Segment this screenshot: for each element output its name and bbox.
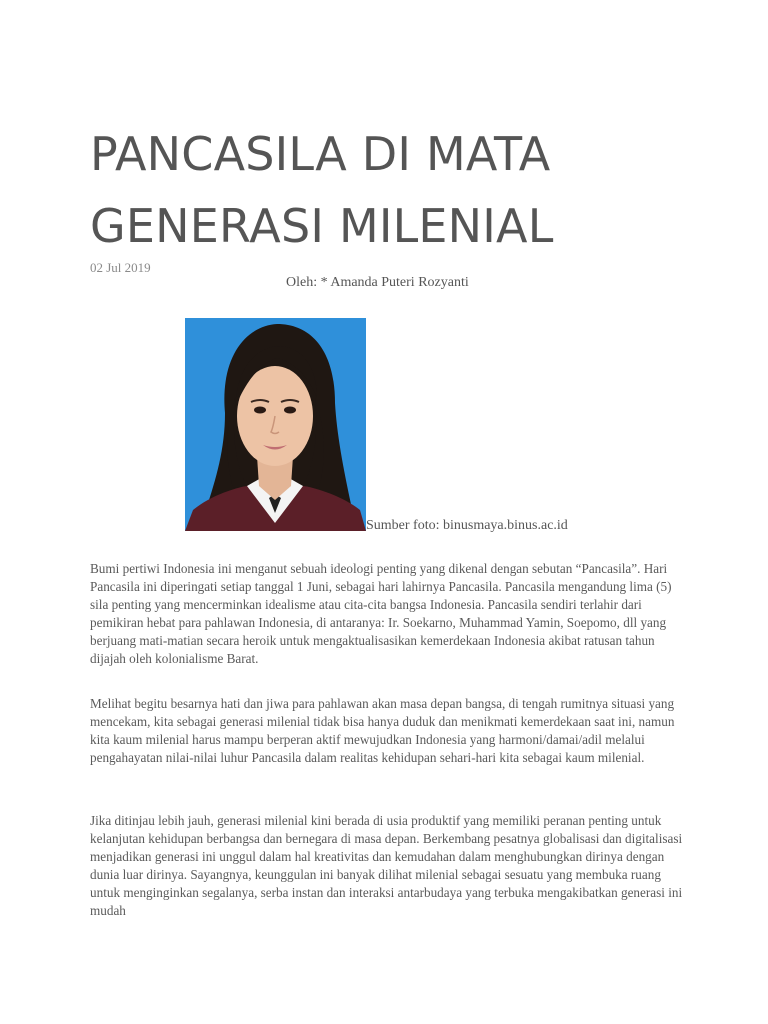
article-paragraph: Jika ditinjau lebih jauh, generasi milenial kini berada di usia produktif yang memiliki peranan penting untuk kelanjutan kehidupan berbangsa dan bernegara di masa depan. Berkembang pesatnya globalisasi dan digitalisasi menjadikan generasi ini unggul dalam hal kreativitas dan kemudahan dalam menghubungkan dirinya dengan dunia luar dirinya. Sayangnya, keunggulan ini banyak dilihat milenial sebagai sesuatu yang membuka ruang untuk menginginkan segalanya, serba instan dan interaksi antarbudaya yang terbuka mengakibatkan generasi ini mudah	[90, 813, 683, 918]
article-byline: Oleh: * Amanda Puteri Rozyanti	[286, 275, 469, 290]
photo-caption: Sumber foto: binusmaya.binus.ac.id	[366, 518, 568, 533]
article-paragraph: Melihat begitu besarnya hati dan jiwa para pahlawan akan masa depan bangsa, di tengah rumitnya situasi yang mencekam, kita sebagai generasi milenial tidak bisa hanya duduk dan menikmati kemerdekaan saat ini, namun kita kaum milenial harus mampu berperan aktif mewujudkan Indonesia yang harmoni/damai/adil melalui pengahayatan nilai-nilai luhur Pancasila dalam realitas kehidupan sehari-hari kita sebagai kaum milenial.	[90, 696, 675, 765]
article-title: PANCASILA DI MATA GENERASI MILENIAL	[90, 127, 554, 253]
author-photo	[185, 318, 366, 531]
article-date: 02 Jul 2019	[90, 260, 151, 275]
article-paragraph: Bumi pertiwi Indonesia ini menganut sebuah ideologi penting yang dikenal dengan sebutan “Pancasila”. Hari Pancasila ini diperingati setiap tanggal 1 Juni, sebagai hari lahirnya Pancasila. Pancasila mengandung lima (5) sila penting yang mencerminkan idealisme atau cita-cita bangsa Indonesia. Pancasila sendiri terlahir dari pemikiran hebat para pahlawan Indonesia, di antaranya: Ir. Soekarno, Muhammad Yamin, Soepomo, dll yang berjuang mati-matian secara heroik untuk mengaktualisasikan kemerdekaan Indonesia akibat ratusan tahun dijajah oleh kolonialisme Barat.	[90, 561, 672, 666]
